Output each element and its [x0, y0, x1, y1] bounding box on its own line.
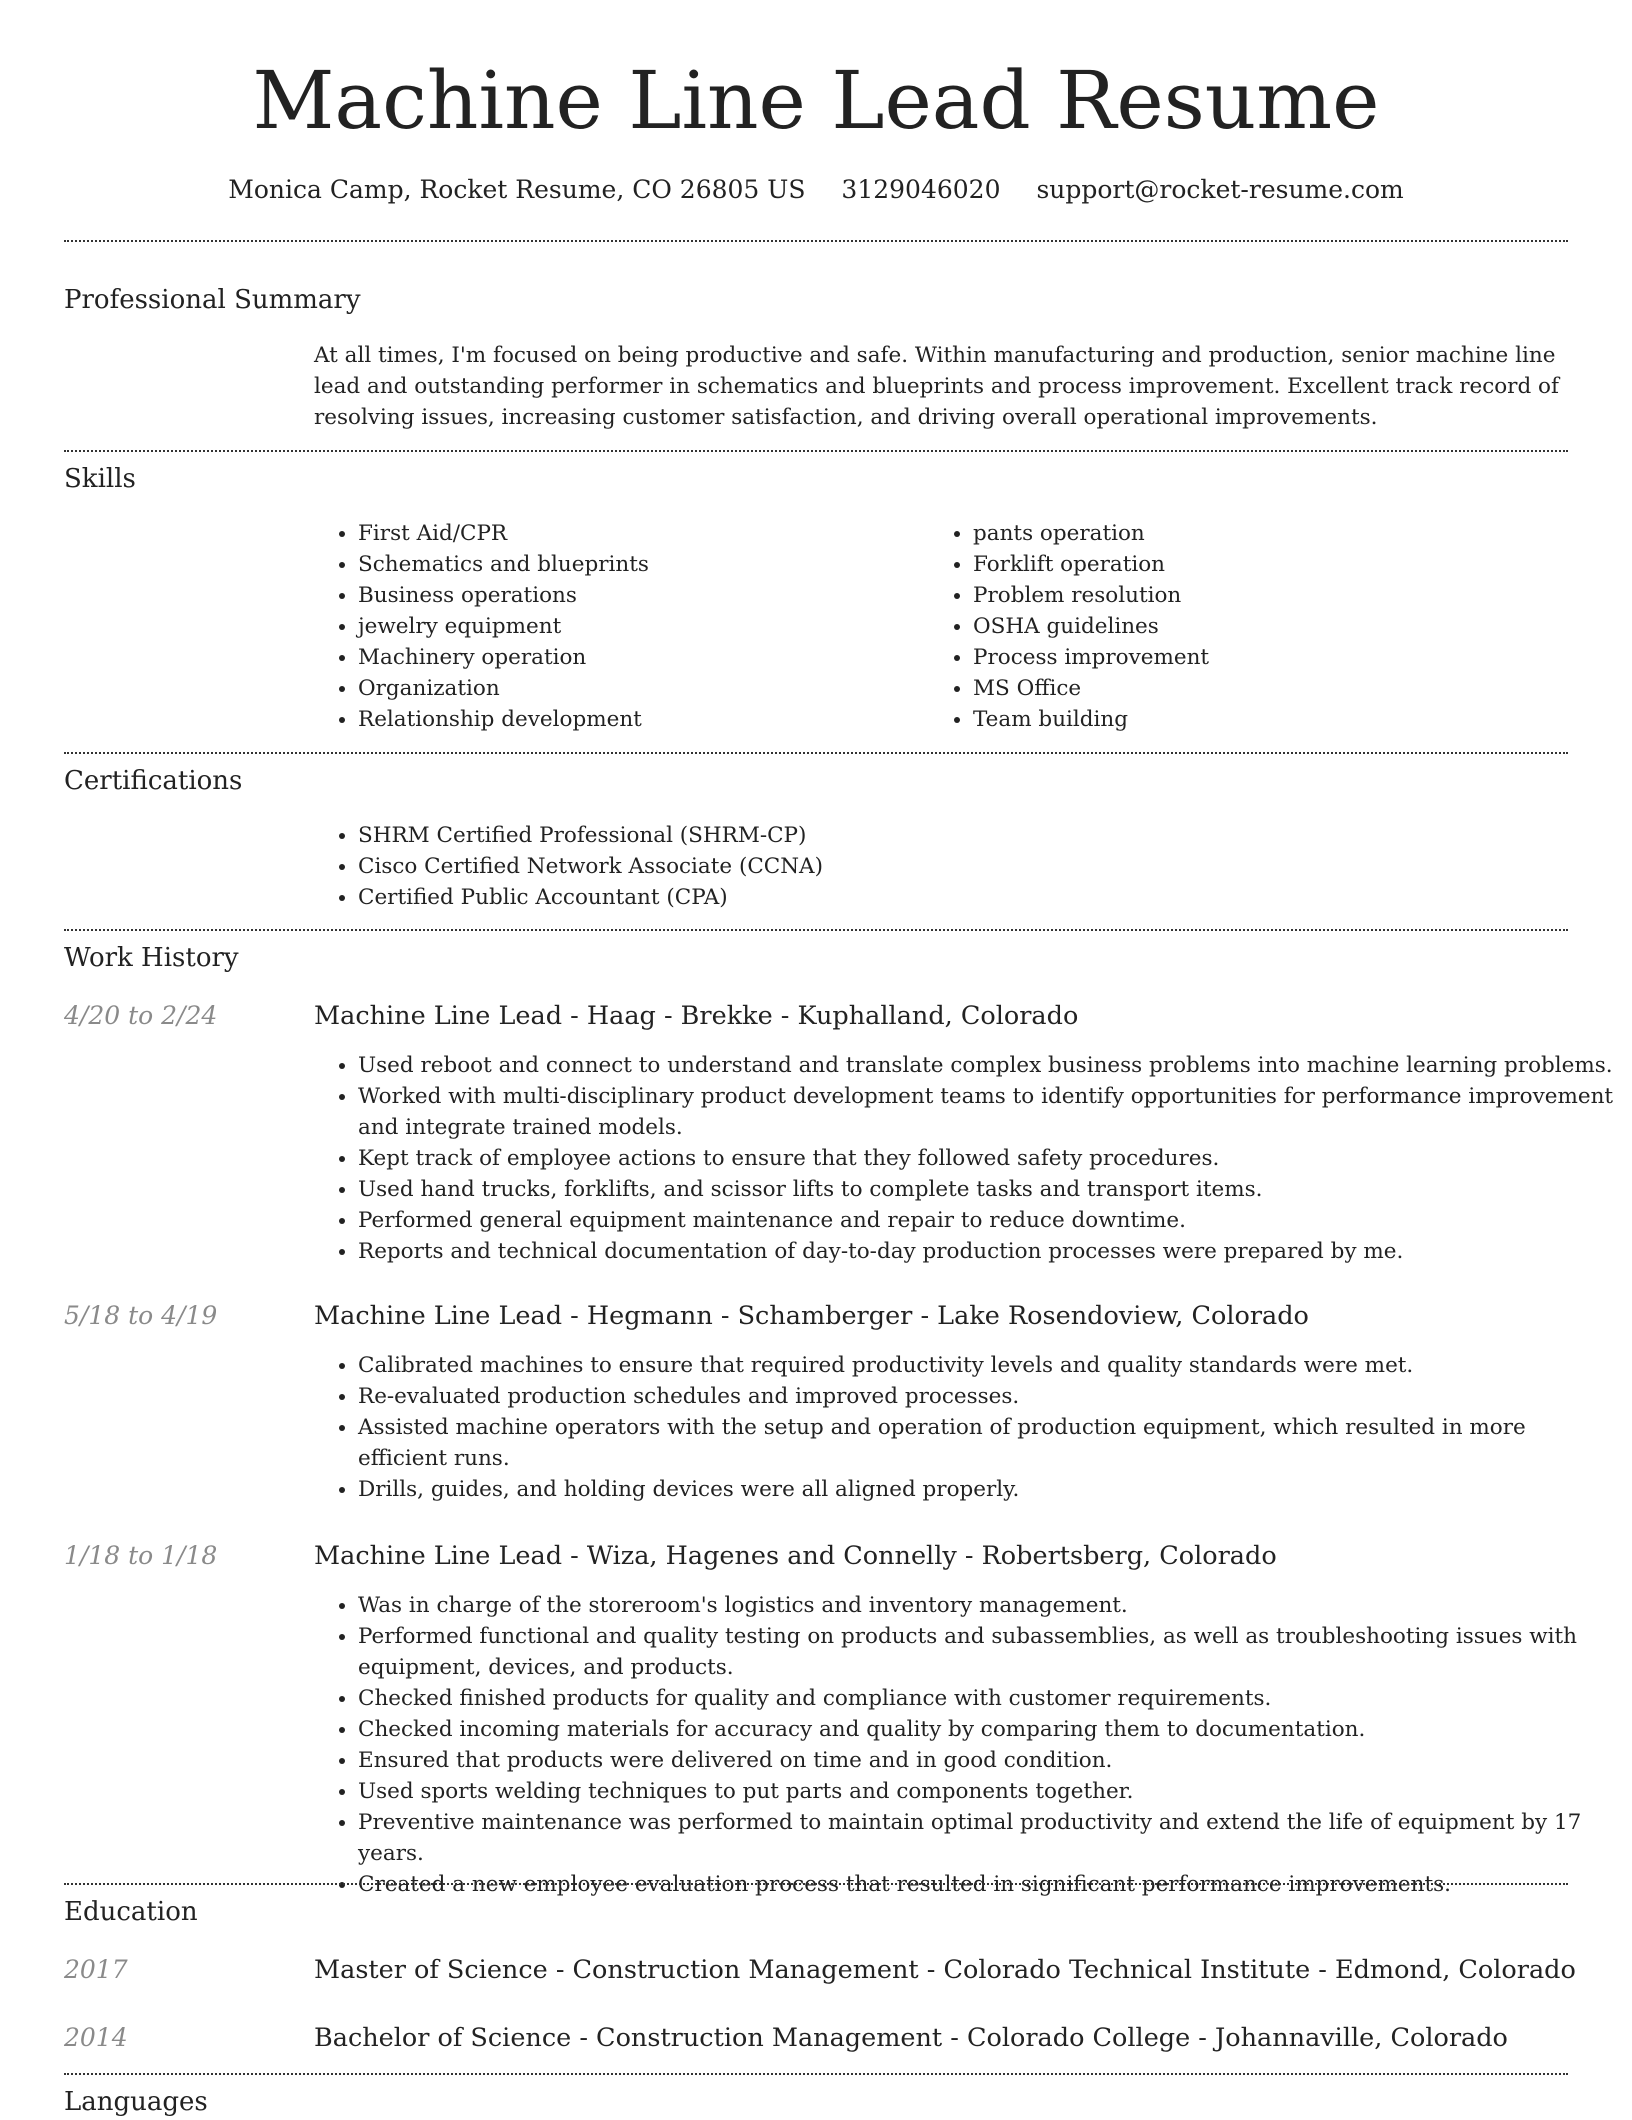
skill-item: • MS Office [973, 673, 1573, 704]
skills-heading: Skills [64, 464, 136, 494]
skill-item: • Machinery operation [358, 642, 918, 673]
job-bullet: • Ensured that products were delivered on time and in good condition. [358, 1745, 1614, 1776]
job-title: Machine Line Lead - Hegmann - Schamberger - Lake Rosendoview, Colorado [314, 1301, 1309, 1331]
certifications-heading: Certifications [64, 766, 243, 796]
section-divider [64, 240, 1568, 242]
contact-address: Monica Camp, Rocket Resume, CO 26805 US [228, 175, 806, 204]
education-year: 2014 [64, 2023, 128, 2052]
job-bullet: • Kept track of employee actions to ensure that they followed safety procedures. [358, 1143, 1614, 1174]
job-bullet: • Reports and technical documentation of day-to-day production processes were prepared by me. [358, 1236, 1614, 1267]
section-divider [64, 752, 1568, 754]
certification-item: • Certified Public Accountant (CPA) [358, 882, 1558, 913]
skill-item: • Schematics and blueprints [358, 549, 918, 580]
section-divider [64, 1883, 1568, 1885]
job-dates: 1/18 to 1/18 [64, 1541, 218, 1570]
languages-heading: Languages [64, 2087, 208, 2117]
skill-item: • First Aid/CPR [358, 518, 918, 549]
job-bullets [314, 1350, 1614, 1505]
skills-list-right [929, 518, 1573, 735]
skill-item: • pants operation [973, 518, 1573, 549]
job-bullet: • Performed general equipment maintenance and repair to reduce downtime. [358, 1205, 1614, 1236]
summary-heading: Professional Summary [64, 285, 361, 315]
summary-text: At all times, I'm focused on being productive and safe. Within manufacturing and production, senior machine line lead and outstanding performer in schematics and blueprints and process improvement. Excellent track record of resolving issues, increasing customer satisfaction, and driving overall operational improvements. [314, 343, 1559, 430]
skill-item: • Forklift operation [973, 549, 1573, 580]
job-bullet: • Preventive maintenance was performed to maintain optimal productivity and extend the life of equipment by 17 years. [358, 1807, 1614, 1869]
job-bullet: • Calibrated machines to ensure that required productivity levels and quality standards were met. [358, 1350, 1614, 1381]
skill-item: • Relationship development [358, 704, 918, 735]
skill-item: • Business operations [358, 580, 918, 611]
job-bullet: • Used hand trucks, forklifts, and scissor lifts to complete tasks and transport items. [358, 1174, 1614, 1205]
job-bullet: • Used sports welding techniques to put parts and components together. [358, 1776, 1614, 1807]
job-bullet: • Drills, guides, and holding devices were all aligned properly. [358, 1474, 1614, 1505]
skill-item: • OSHA guidelines [973, 611, 1573, 642]
job-bullet: • Assisted machine operators with the setup and operation of production equipment, which resulted in more efficient runs. [358, 1412, 1614, 1474]
section-divider [64, 450, 1568, 452]
certification-item: • Cisco Certified Network Associate (CCNA) [358, 851, 1558, 882]
job-dates: 4/20 to 2/24 [64, 1001, 218, 1030]
work-history-heading: Work History [64, 943, 239, 973]
skill-item: • jewelry equipment [358, 611, 918, 642]
contact-phone: 3129046020 [841, 175, 1001, 204]
skill-item: • Process improvement [973, 642, 1573, 673]
job-bullet: • Worked with multi-disciplinary product development teams to identify opportunities for performance improvement and integrate trained models. [358, 1081, 1614, 1143]
job-bullet: • Checked finished products for quality and compliance with customer requirements. [358, 1683, 1614, 1714]
skill-item: • Problem resolution [973, 580, 1573, 611]
job-bullet: • Used reboot and connect to understand and translate complex business problems into machine learning problems. [358, 1050, 1614, 1081]
education-year: 2017 [64, 1955, 128, 1984]
job-title: Machine Line Lead - Wiza, Hagenes and Connelly - Robertsberg, Colorado [314, 1541, 1277, 1571]
job-bullet: • Checked incoming materials for accuracy and quality by comparing them to documentation. [358, 1714, 1614, 1745]
contact-line [0, 170, 1632, 210]
education-degree: Bachelor of Science - Construction Management - Colorado College - Johannaville, Colorado [314, 2023, 1508, 2053]
job-bullet: • Re-evaluated production schedules and improved processes. [358, 1381, 1614, 1412]
job-dates: 5/18 to 4/19 [64, 1301, 218, 1330]
resume-title: Machine Line Lead Resume [252, 54, 1380, 147]
certification-item: • SHRM Certified Professional (SHRM-CP) [358, 820, 1558, 851]
education-heading: Education [64, 1897, 198, 1927]
job-bullets [314, 1050, 1614, 1267]
skill-item: • Team building [973, 704, 1573, 735]
job-bullet: • Created a new employee evaluation process that resulted in significant performance improvements. [358, 1869, 1614, 1900]
section-divider [64, 929, 1568, 931]
job-bullet: • Was in charge of the storeroom's logistics and inventory management. [358, 1590, 1614, 1621]
education-degree: Master of Science - Construction Management - Colorado Technical Institute - Edmond, Colorado [314, 1955, 1576, 1985]
contact-email: support@rocket-resume.com [1036, 175, 1404, 204]
skill-item: • Organization [358, 673, 918, 704]
job-title: Machine Line Lead - Haag - Brekke - Kuphalland, Colorado [314, 1001, 1079, 1031]
skills-list-left [314, 518, 918, 735]
section-divider [64, 2073, 1568, 2075]
certifications-list [314, 820, 1558, 913]
job-bullet: • Performed functional and quality testing on products and subassemblies, as well as troubleshooting issues with equipment, devices, and products. [358, 1621, 1614, 1683]
job-bullets [314, 1590, 1614, 1900]
